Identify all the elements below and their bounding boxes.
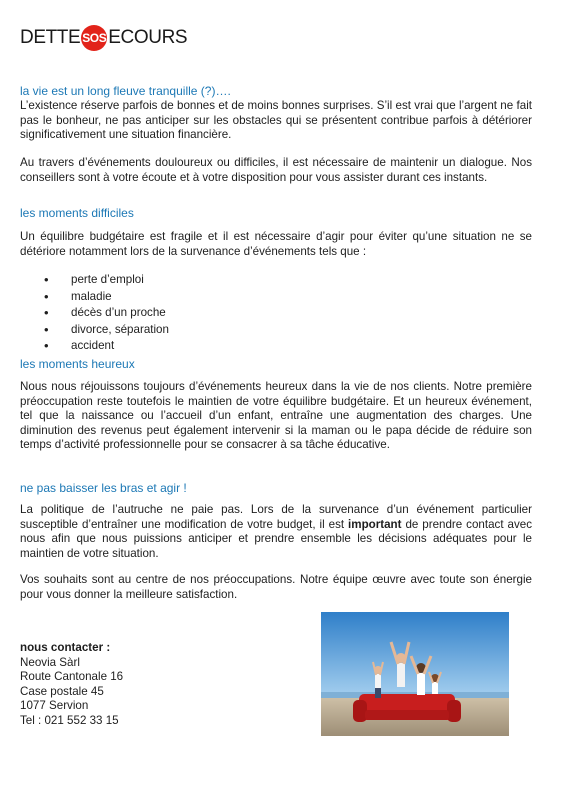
logo-text-ecours: ECOURS (108, 27, 188, 48)
logo-text-dette: DETTE (20, 27, 81, 48)
contact-title: nous contacter : (20, 641, 111, 654)
difficult-events-list (44, 272, 169, 355)
paragraph-autruche: La politique de l’autruche ne paie pas. Lors de la survenance d’un événement particulier susceptible d’entraîner une modification de votre budget, il est important de prendre contact avec nous afin que nous puissions anticiper et prendre ensemble les décisions adéquates pour le maintien de votre situation. (20, 503, 532, 560)
list-item: • maladie (44, 289, 169, 306)
logo-sos-text: SOS (82, 31, 107, 45)
contact-phone: Tel : 021 552 33 15 (20, 713, 119, 727)
contact-line: Route Cantonale 16 (20, 670, 124, 684)
paragraph-souhaits: Vos souhaits sont au centre de nos préoccupations. Notre équipe œuvre avec toute son énergie pour vous donner la meilleure satisfaction. (20, 573, 532, 601)
heading-moments-difficiles: les moments difficiles (20, 206, 134, 220)
family-beach-photo (321, 612, 509, 736)
logo-sos-circle (81, 25, 107, 51)
paragraph-dialogue: Au travers d’événements douloureux ou difficiles, il est nécessaire de maintenir un dialogue. Nos conseillers sont à votre écoute et à votre disposition pour vous assister durant ces instants. (20, 156, 532, 184)
paragraph-intro: L’existence réserve parfois de bonnes et de moins bonnes surprises. S’il est vrai que l’argent ne fait pas le bonheur, ne pas anticiper sur les obstacles qui se présentent contribue parfois à détériorer significativement une situation financière. (20, 99, 532, 142)
contact-line: Neovia Sàrl (20, 655, 80, 669)
contact-line: 1077 Servion (20, 699, 89, 713)
contact-block (20, 641, 123, 729)
paragraph-equilibre: Un équilibre budgétaire est fragile et il est nécessaire d’agir pour éviter qu’une situation ne se détériore notamment lors de la survenance d’événements tels que : (20, 230, 532, 258)
paragraph-heureux: Nous nous réjouissons toujours d’événements heureux dans la vie de nos clients. Notre première préoccupation reste toutefois le maintien de votre équilibre budgétaire. Et un heureux événement, tel que la naissance ou l’accueil d’un enfant, entraîne une augmentation des charges. Une diminution des revenus peut également intervenir si la maman ou le papa décide de réduire son temps d’activité professionnelle pour se consacrer à sa tâche éducative. (20, 380, 532, 452)
contact-line: Case postale 45 (20, 684, 104, 698)
list-item: • divorce, séparation (44, 322, 169, 339)
list-item: • accident (44, 338, 169, 355)
important-text: important (348, 517, 402, 531)
list-item: • décès d’un proche (44, 305, 169, 322)
heading-moments-heureux: les moments heureux (20, 357, 135, 371)
dettesecours-logo (20, 25, 187, 51)
list-item: • perte d’emploi (44, 272, 169, 289)
heading-fleuve: la vie est un long fleuve tranquille (?)…. (20, 84, 231, 98)
heading-agir: ne pas baisser les bras et agir ! (20, 481, 187, 495)
